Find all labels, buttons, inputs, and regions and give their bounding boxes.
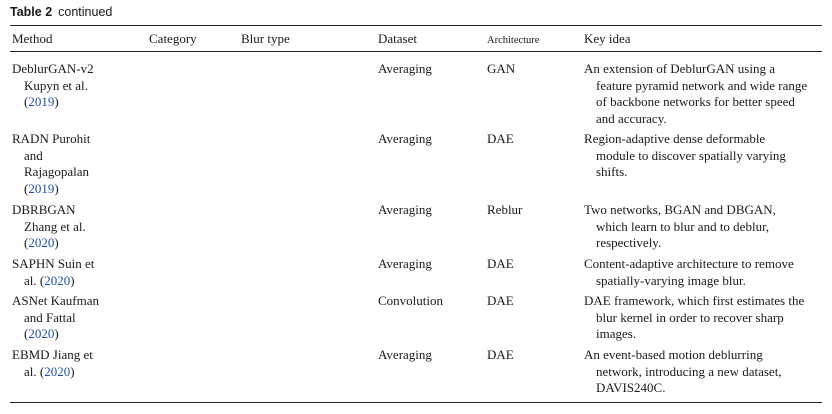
method-cell [12, 347, 122, 380]
key-idea-line: of backbone networks for better speed [596, 94, 795, 109]
key-idea-line: blur kernel in order to recover sharp [596, 309, 784, 325]
method-cell [12, 61, 122, 111]
table-bottom-rule [10, 402, 822, 403]
header-blur-type: Blur type [241, 31, 290, 46]
method-citation-prefix: al. [24, 272, 40, 288]
dataset-cell: Averaging [378, 256, 432, 271]
method-cell [12, 202, 122, 252]
dataset-cell: Convolution [378, 293, 444, 308]
architecture-cell: DAE [487, 131, 514, 146]
header-dataset: Dataset [378, 31, 417, 46]
method-text-line: and [24, 147, 43, 163]
dataset-cell: Averaging [378, 61, 432, 76]
method-text-line: SAPHN Suin et [12, 256, 95, 271]
key-idea-line: An event-based motion deblurring [584, 347, 763, 362]
citation-year-link: 2019 [28, 180, 55, 196]
key-idea-line: Content-adaptive architecture to remove [584, 256, 794, 271]
header-key-idea: Key idea [584, 31, 631, 46]
method-citation-line: (2020) [24, 235, 59, 250]
method-text-line: ASNet Kaufman [12, 293, 100, 308]
key-idea-line: spatially-varying image blur. [596, 272, 746, 288]
key-idea-line: network, introducing a new dataset, [596, 363, 782, 379]
table-header-rule [10, 51, 822, 52]
method-citation-line: (2019) [24, 180, 59, 196]
citation-year-link: 2020 [44, 363, 71, 379]
method-text-line: EBMD Jiang et [12, 347, 93, 362]
key-idea-line: Two networks, BGAN and DBGAN, [584, 202, 776, 217]
table-caption-continued: continued [58, 5, 113, 19]
method-citation-line: al. (2020) [24, 363, 75, 379]
dataset-cell: Averaging [378, 347, 432, 362]
architecture-cell: DAE [487, 256, 514, 271]
key-idea-line: module to discover spatially varying [596, 147, 786, 163]
key-idea-line: shifts. [596, 164, 628, 179]
method-cell [12, 293, 122, 343]
table-caption [10, 4, 112, 20]
key-idea-line: feature pyramid network and wide range [596, 77, 808, 93]
key-idea-cell [584, 131, 822, 181]
key-idea-line: An extension of DeblurGAN using a [584, 61, 775, 76]
method-cell [12, 131, 122, 197]
method-text-line: and Fattal [24, 309, 76, 325]
architecture-cell: GAN [487, 61, 516, 76]
method-text-line: RADN Purohit [12, 131, 91, 146]
architecture-cell: DAE [487, 293, 514, 308]
key-idea-cell [584, 61, 822, 127]
dataset-cell: Averaging [378, 202, 432, 217]
citation-year-link: 2020 [28, 326, 55, 341]
citation-year-link: 2020 [44, 272, 71, 288]
method-text-line: Zhang et al. [24, 218, 86, 234]
key-idea-line: Region-adaptive dense deformable [584, 131, 766, 146]
method-citation-line: (2019) [24, 94, 59, 109]
table-caption-label: Table 2 [10, 5, 53, 19]
header-architecture: Architecture [487, 35, 540, 46]
method-text-line: Rajagopalan [24, 164, 89, 179]
key-idea-cell [584, 256, 822, 289]
header-category: Category [149, 31, 197, 46]
key-idea-line: DAE framework, which first estimates the [584, 293, 805, 308]
architecture-cell: DAE [487, 347, 514, 362]
table-top-rule [10, 25, 822, 26]
method-citation-line: (2020) [24, 326, 59, 341]
dataset-cell: Averaging [378, 131, 432, 146]
key-idea-line: and accuracy. [596, 110, 667, 126]
method-text-line: DeblurGAN-v2 [12, 61, 94, 76]
architecture-cell: Reblur [487, 202, 523, 217]
key-idea-line: which learn to blur and to deblur, [596, 218, 770, 234]
key-idea-cell [584, 293, 822, 343]
header-method: Method [12, 31, 53, 46]
method-citation-prefix: al. [24, 363, 40, 379]
key-idea-line: images. [596, 326, 637, 341]
citation-year-link: 2019 [28, 94, 55, 109]
citation-year-link: 2020 [28, 235, 55, 250]
method-cell [12, 256, 122, 289]
key-idea-line: DAVIS240C. [596, 380, 666, 395]
method-text-line: DBRBGAN [12, 202, 76, 217]
method-text-line: Kupyn et al. [24, 77, 88, 93]
key-idea-cell [584, 202, 822, 252]
key-idea-cell [584, 347, 822, 397]
method-citation-line: al. (2020) [24, 272, 75, 288]
key-idea-line: respectively. [596, 235, 662, 250]
